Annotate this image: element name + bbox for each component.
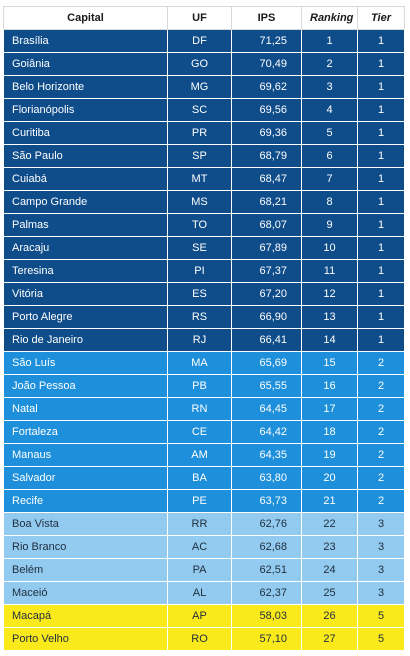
cell-tier: 2	[358, 398, 405, 421]
table-row	[4, 513, 405, 536]
table-row	[4, 306, 405, 329]
cell-uf: MG	[168, 76, 232, 99]
table-row	[4, 421, 405, 444]
cell-ips: 62,68	[232, 536, 302, 559]
table-row	[4, 444, 405, 467]
cell-ranking: 18	[302, 421, 358, 444]
cell-uf: RR	[168, 513, 232, 536]
cell-uf: SE	[168, 237, 232, 260]
cell-uf: SP	[168, 145, 232, 168]
cell-tier: 1	[358, 122, 405, 145]
table-row	[4, 260, 405, 283]
cell-uf: PE	[168, 490, 232, 513]
cell-ips: 64,45	[232, 398, 302, 421]
cell-uf: PR	[168, 122, 232, 145]
cell-tier: 1	[358, 145, 405, 168]
cell-uf: MS	[168, 191, 232, 214]
cell-ranking: 23	[302, 536, 358, 559]
cell-ranking: 16	[302, 375, 358, 398]
cell-tier: 1	[358, 76, 405, 99]
cell-uf: RJ	[168, 329, 232, 352]
cell-ips: 67,37	[232, 260, 302, 283]
cell-ranking: 6	[302, 145, 358, 168]
header-ranking: Ranking	[302, 7, 358, 30]
cell-uf: AM	[168, 444, 232, 467]
table-row	[4, 628, 405, 651]
table-row	[4, 122, 405, 145]
cell-tier: 1	[358, 30, 405, 53]
cell-capital: Recife	[4, 490, 168, 513]
cell-tier: 1	[358, 53, 405, 76]
table-row	[4, 467, 405, 490]
cell-capital: Belo Horizonte	[4, 76, 168, 99]
cell-tier: 2	[358, 490, 405, 513]
cell-ranking: 26	[302, 605, 358, 628]
table-body	[4, 30, 405, 651]
cell-ips: 58,03	[232, 605, 302, 628]
cell-ranking: 1	[302, 30, 358, 53]
table-row	[4, 30, 405, 53]
cell-ips: 57,10	[232, 628, 302, 651]
cell-ranking: 17	[302, 398, 358, 421]
cell-uf: PB	[168, 375, 232, 398]
cell-ranking: 24	[302, 559, 358, 582]
table-row	[4, 214, 405, 237]
cell-ips: 70,49	[232, 53, 302, 76]
cell-uf: AL	[168, 582, 232, 605]
cell-tier: 3	[358, 513, 405, 536]
cell-uf: AP	[168, 605, 232, 628]
cell-ranking: 7	[302, 168, 358, 191]
cell-tier: 2	[358, 352, 405, 375]
cell-tier: 1	[358, 306, 405, 329]
table-row	[4, 559, 405, 582]
cell-ips: 67,20	[232, 283, 302, 306]
header-ips: IPS	[232, 7, 302, 30]
header-capital: Capital	[4, 7, 168, 30]
header-row	[4, 7, 405, 30]
cell-uf: RS	[168, 306, 232, 329]
cell-ips: 69,56	[232, 99, 302, 122]
cell-ips: 63,73	[232, 490, 302, 513]
cell-uf: MA	[168, 352, 232, 375]
table-row	[4, 536, 405, 559]
cell-ranking: 2	[302, 53, 358, 76]
table-row	[4, 283, 405, 306]
cell-ranking: 27	[302, 628, 358, 651]
cell-capital: Rio Branco	[4, 536, 168, 559]
cell-ranking: 5	[302, 122, 358, 145]
cell-capital: Salvador	[4, 467, 168, 490]
cell-ips: 66,90	[232, 306, 302, 329]
cell-tier: 2	[358, 421, 405, 444]
cell-capital: Porto Alegre	[4, 306, 168, 329]
cell-capital: Natal	[4, 398, 168, 421]
cell-capital: Palmas	[4, 214, 168, 237]
cell-ranking: 13	[302, 306, 358, 329]
table-header	[4, 7, 405, 30]
cell-tier: 3	[358, 536, 405, 559]
cell-tier: 1	[358, 237, 405, 260]
cell-tier: 1	[358, 99, 405, 122]
ips-ranking-table	[3, 6, 405, 651]
table-row	[4, 352, 405, 375]
cell-ips: 62,76	[232, 513, 302, 536]
cell-ranking: 12	[302, 283, 358, 306]
cell-capital: Aracaju	[4, 237, 168, 260]
cell-tier: 2	[358, 375, 405, 398]
table-row	[4, 99, 405, 122]
cell-ips: 64,42	[232, 421, 302, 444]
cell-ranking: 20	[302, 467, 358, 490]
table-row	[4, 329, 405, 352]
cell-tier: 3	[358, 582, 405, 605]
cell-ranking: 14	[302, 329, 358, 352]
cell-tier: 3	[358, 559, 405, 582]
cell-uf: GO	[168, 53, 232, 76]
table-row	[4, 490, 405, 513]
cell-ips: 63,80	[232, 467, 302, 490]
cell-capital: João Pessoa	[4, 375, 168, 398]
cell-capital: São Luís	[4, 352, 168, 375]
cell-ranking: 11	[302, 260, 358, 283]
cell-ips: 65,55	[232, 375, 302, 398]
cell-ips: 65,69	[232, 352, 302, 375]
cell-uf: DF	[168, 30, 232, 53]
cell-ranking: 3	[302, 76, 358, 99]
cell-capital: Manaus	[4, 444, 168, 467]
cell-tier: 2	[358, 444, 405, 467]
table-row	[4, 237, 405, 260]
table-row	[4, 191, 405, 214]
cell-ips: 67,89	[232, 237, 302, 260]
table-row	[4, 53, 405, 76]
cell-ips: 62,51	[232, 559, 302, 582]
table-row	[4, 375, 405, 398]
cell-uf: BA	[168, 467, 232, 490]
cell-capital: São Paulo	[4, 145, 168, 168]
cell-uf: AC	[168, 536, 232, 559]
table-row	[4, 582, 405, 605]
table-row	[4, 145, 405, 168]
cell-tier: 2	[358, 467, 405, 490]
cell-ips: 62,37	[232, 582, 302, 605]
cell-ips: 68,47	[232, 168, 302, 191]
cell-ips: 69,36	[232, 122, 302, 145]
header-uf: UF	[168, 7, 232, 30]
table-row	[4, 168, 405, 191]
cell-capital: Brasília	[4, 30, 168, 53]
cell-capital: Rio de Janeiro	[4, 329, 168, 352]
cell-ranking: 8	[302, 191, 358, 214]
cell-tier: 1	[358, 283, 405, 306]
cell-capital: Teresina	[4, 260, 168, 283]
cell-tier: 1	[358, 168, 405, 191]
cell-ips: 71,25	[232, 30, 302, 53]
cell-ips: 68,21	[232, 191, 302, 214]
cell-capital: Curitiba	[4, 122, 168, 145]
cell-tier: 5	[358, 605, 405, 628]
table-row	[4, 398, 405, 421]
cell-ips: 66,41	[232, 329, 302, 352]
cell-capital: Macapá	[4, 605, 168, 628]
cell-uf: RO	[168, 628, 232, 651]
cell-tier: 1	[358, 260, 405, 283]
cell-ranking: 25	[302, 582, 358, 605]
cell-ranking: 22	[302, 513, 358, 536]
cell-capital: Porto Velho	[4, 628, 168, 651]
cell-capital: Cuiabá	[4, 168, 168, 191]
table-row	[4, 605, 405, 628]
cell-ranking: 15	[302, 352, 358, 375]
cell-uf: MT	[168, 168, 232, 191]
cell-uf: ES	[168, 283, 232, 306]
cell-uf: RN	[168, 398, 232, 421]
cell-capital: Vitória	[4, 283, 168, 306]
cell-capital: Campo Grande	[4, 191, 168, 214]
cell-capital: Maceió	[4, 582, 168, 605]
cell-ranking: 19	[302, 444, 358, 467]
cell-uf: PA	[168, 559, 232, 582]
cell-tier: 1	[358, 329, 405, 352]
header-tier: Tier	[358, 7, 405, 30]
cell-uf: TO	[168, 214, 232, 237]
cell-tier: 1	[358, 191, 405, 214]
cell-uf: CE	[168, 421, 232, 444]
cell-uf: SC	[168, 99, 232, 122]
cell-ips: 69,62	[232, 76, 302, 99]
cell-capital: Goiânia	[4, 53, 168, 76]
cell-uf: PI	[168, 260, 232, 283]
cell-capital: Florianópolis	[4, 99, 168, 122]
cell-tier: 1	[358, 214, 405, 237]
cell-ranking: 9	[302, 214, 358, 237]
cell-capital: Boa Vista	[4, 513, 168, 536]
cell-ranking: 10	[302, 237, 358, 260]
cell-tier: 5	[358, 628, 405, 651]
cell-ips: 64,35	[232, 444, 302, 467]
cell-ips: 68,07	[232, 214, 302, 237]
table-row	[4, 76, 405, 99]
cell-ips: 68,79	[232, 145, 302, 168]
cell-ranking: 4	[302, 99, 358, 122]
cell-ranking: 21	[302, 490, 358, 513]
cell-capital: Belém	[4, 559, 168, 582]
cell-capital: Fortaleza	[4, 421, 168, 444]
